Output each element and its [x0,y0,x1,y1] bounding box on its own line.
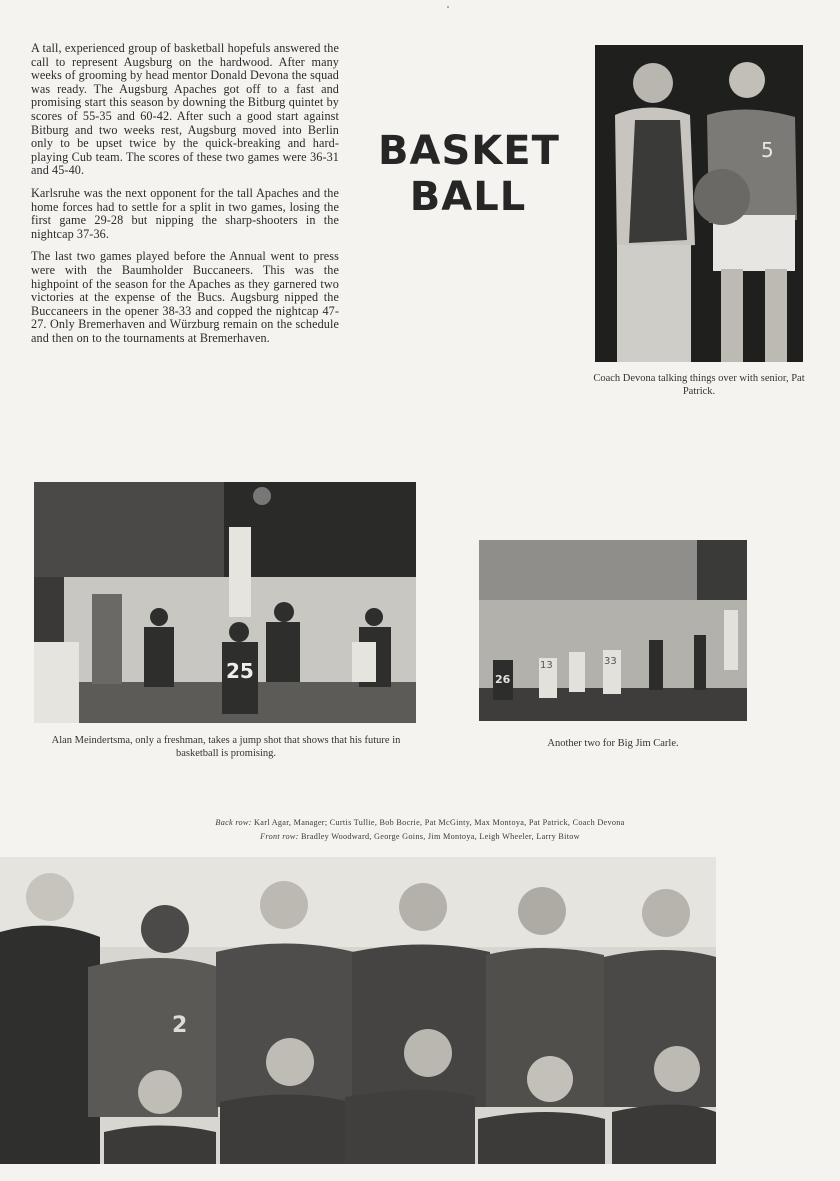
carle-photo-number-mid: 13 [540,660,553,671]
jump-shot-photo [34,482,416,723]
roster-front-names: Bradley Woodward, George Goins, Jim Montoya, Leigh Wheeler, Larry Bitow [301,832,580,841]
jump-shot-caption: Alan Meindertsma, only a freshman, takes a jump shot that shows that his future in basketball is promising. [51,735,401,759]
carle-photo-number-left: 26 [495,673,511,686]
page-title [378,128,558,220]
roster-front-label: Front row: [260,832,299,841]
speck [447,6,449,8]
carle-photo-caption: Another two for Big Jim Carle. [547,738,679,749]
roster-back-label: Back row: [215,818,252,827]
roster-front-row [0,832,840,841]
team-photo-jersey-number: 2 [172,1013,188,1038]
carle-photo-number-right: 33 [604,656,617,667]
title-line-1: BASKET [378,128,560,174]
story-paragraph-3: The last two games played before the Annual went to press were with the Baumholder Buccaneers. This was the highpoint of the season for the Apaches as they garnered two victories at the expense of the Bucs. Augsburg nipped the Buccaneers in the opener 38-33 and copped the nightcap 47-27. Only Bremerhaven and Würzburg remain on the schedule and then on to the tournaments at Bremerhaven. [31,249,339,345]
roster-back-names: Karl Agar, Manager; Curtis Tullie, Bob Bocrie, Pat McGinty, Max Montoya, Pat Patrick, Coach Devona [254,818,625,827]
story-paragraph-2: Karlsruhe was the next opponent for the tall Apaches and the home forces had to settle for a split in two games, losing the first game 29-28 but nipping the sharp-shooters in the nightcap 37-36. [31,185,339,241]
carle-photo [479,540,747,721]
coach-photo [595,45,803,362]
team-photo [0,857,716,1164]
article-text [31,42,339,354]
coach-photo-caption: Coach Devona talking things over with senior, Pat Patrick. [593,373,805,397]
coach-photo-jersey-number: 5 [761,138,774,162]
jump-photo-jersey-number: 25 [226,659,254,683]
story-paragraph-1: A tall, experienced group of basketball hopefuls answered the call to represent Augsburg on the hardwood. After many weeks of grooming by head mentor Donald Devona the squad was ready. The Augsburg Apaches got off to a fast and promising start this season by downing the Bitburg quintet by scores of 55-35 and 60-42. After such a good start against Bitburg and two weeks rest, Augsburg moved into Berlin only to be upset twice by the quick-breaking and hard-playing Cub team. The scores of these two games were 36-31 and 45-40. [31,41,339,178]
title-line-2: BALL [409,174,527,220]
roster-back-row [0,818,840,827]
